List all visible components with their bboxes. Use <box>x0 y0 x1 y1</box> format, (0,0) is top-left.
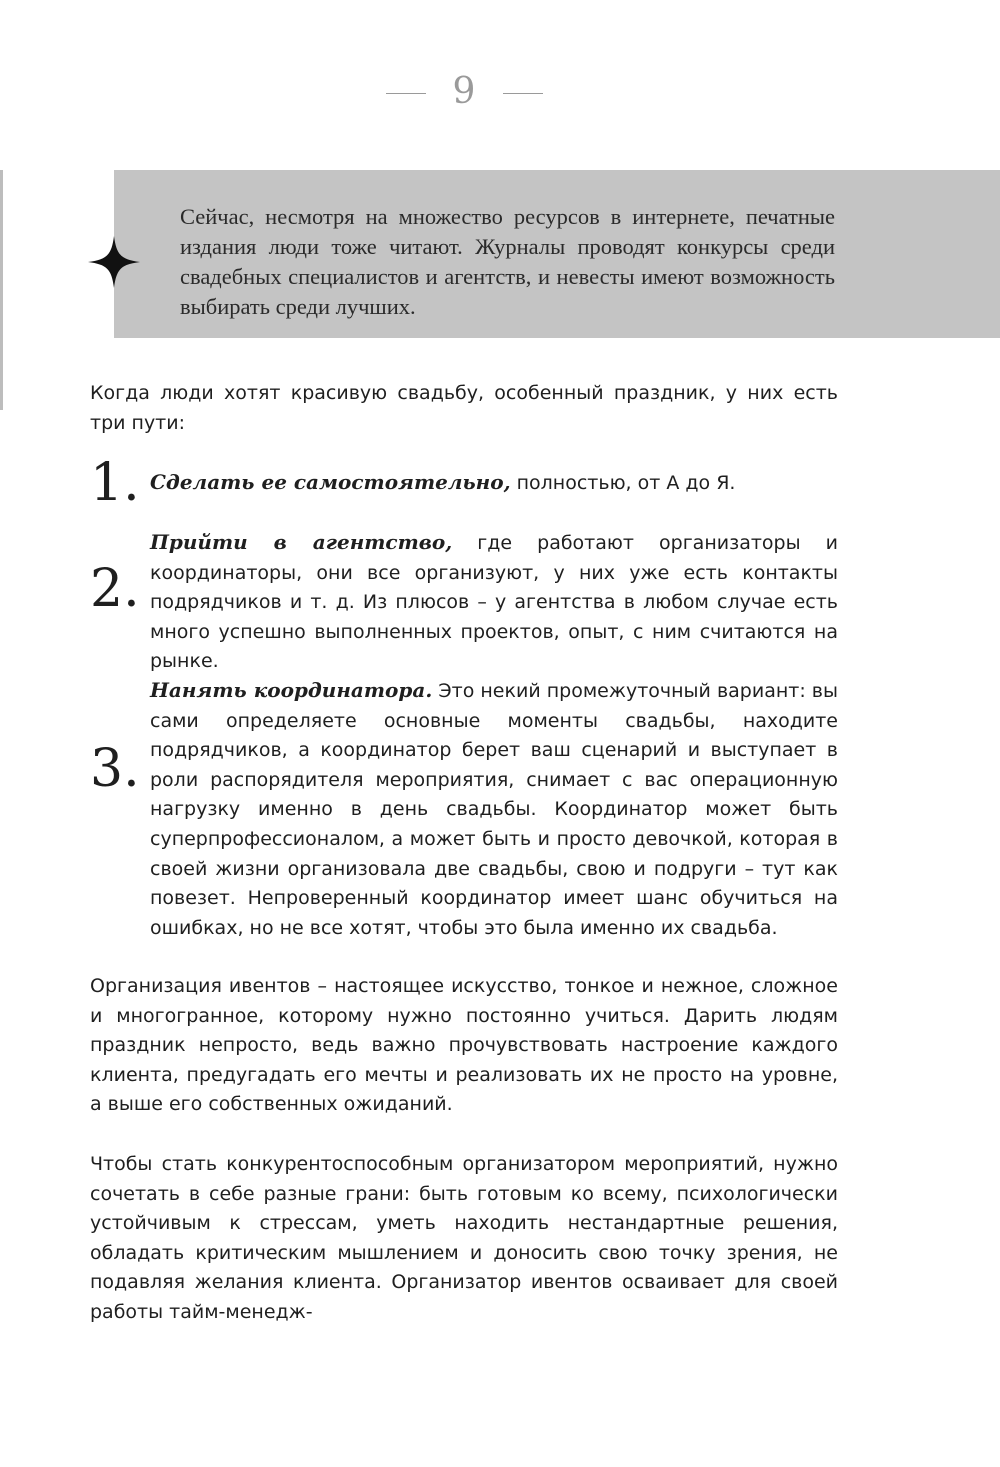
list-item-number: 2. <box>90 559 140 619</box>
list-item-title: Сделать ее самостоятельно, <box>150 470 511 494</box>
callout-text: Сейчас, несмотря на множество ресурсов в интернете, печатные издания люди тоже читают. Журналы проводят конкурсы среди свадебных специалистов и агентств, и невесты имеют возможность выбирать среди лучших. <box>180 204 835 319</box>
page-number: 9 <box>452 71 476 112</box>
list-item-body: где работают организаторы и координаторы, они все организуют, у них уже есть контакты подрядчиков и т. д. Из плюсов – у агентства в любом случае есть много успешно выполненных проектов, опыт, с ним считаются на рынке. <box>150 532 838 673</box>
list-item-number: 1. <box>90 453 140 513</box>
page-number-right-rule <box>503 93 543 94</box>
four-point-star-icon <box>88 236 140 288</box>
margin-bar <box>0 170 3 410</box>
intro-paragraph: Когда люди хотят красивую свадьбу, особенный праздник, у них есть три пути: <box>90 382 838 434</box>
body-paragraph: Организация ивентов – настоящее искусство, тонкое и нежное, сложное и многогранное, которому нужно постоянно учиться. Дарить людям праздник непросто, ведь важно прочувствовать настроение каждого клиента, предугадать его мечты и реализовать их не просто на уровне, а выше его собственных ожиданий. <box>90 975 838 1116</box>
list-item-number: 3. <box>90 739 140 799</box>
list-item <box>150 468 838 499</box>
list-item <box>150 528 838 677</box>
list-item-title: Прийти в агентство, <box>150 530 453 554</box>
page-number-left-rule <box>386 93 426 94</box>
list-item <box>150 676 838 943</box>
list-item-body: полностью, от А до Я. <box>510 472 736 494</box>
list-item-title: Нанять координатора. <box>150 678 433 702</box>
body-paragraph: Чтобы стать конкурентоспособным организатором мероприятий, нужно сочетать в себе разные грани: быть готовым ко всему, психологически устойчивым к стрессам, уметь находить нестандартные решения, обладать критическим мышлением и доносить свою точку зрения, не подавляя желания клиента. Организатор ивентов осваивает для своей работы тайм-менедж- <box>90 1153 838 1323</box>
list-item-body: Это некий промежуточный вариант: вы сами определяете основные моменты свадьбы, находите подрядчиков, а координатор берет ваш сценарий и выступает в роли распорядителя мероприятия, снимает с вас операционную нагрузку именно в день свадьбы. Координатор может быть суперпрофессионалом, а может быть и просто девочкой, которая в своей жизни организовала две свадьбы, свою и подруги – тут как повезет. Непроверенный координатор имеет шанс обучиться на ошибках, но не все хотят, чтобы это была именно их свадьба. <box>150 680 839 939</box>
